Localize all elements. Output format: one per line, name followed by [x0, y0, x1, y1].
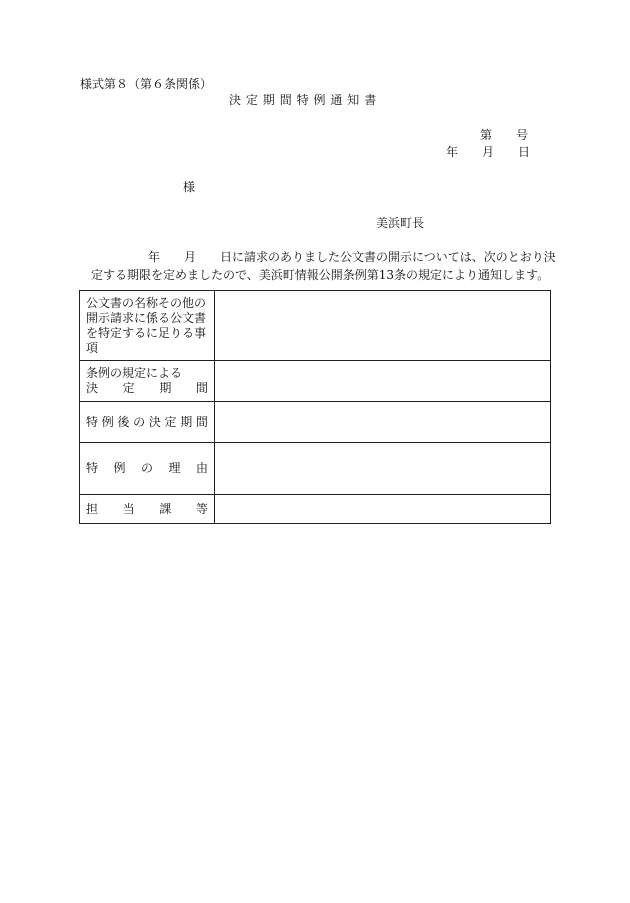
document-date-line: 年 月 日 [446, 145, 531, 159]
body-text-line-2: 定する期限を定めましたので、美浜町情報公開条例第13条の規定により通知します。 [91, 268, 550, 282]
table-row-statutory-period [80, 361, 551, 402]
value-responsible-section[interactable] [215, 495, 551, 524]
value-document-identification[interactable] [215, 291, 551, 361]
table-row-document-identification [80, 291, 551, 361]
notice-details-table [79, 290, 551, 524]
document-number-line: 第 号 [480, 128, 529, 142]
label-extended-period: 特 例 後 の 決 定 期 間 [80, 402, 215, 443]
table-row-extended-period [80, 402, 551, 443]
addressee-suffix: 様 [183, 180, 196, 194]
label-statutory-period [80, 361, 215, 402]
label-responsible-section: 担 当 課 等 [80, 495, 215, 524]
document-title: 決定期間特例通知書 [229, 93, 382, 107]
label-document-identification: 公文書の名称その他の開示請求に係る公文書を特定するに足りる事項 [80, 291, 215, 361]
body-text-line-1: 年 月 日に請求のありました公文書の開示については、次のとおり決 [148, 250, 556, 264]
label-statutory-period-line-1: 条例の規定による [86, 366, 183, 380]
value-extended-period[interactable] [215, 402, 551, 443]
table-row-responsible-section [80, 495, 551, 524]
label-extension-reason: 特 例 の 理 由 [80, 443, 215, 495]
table-row-extension-reason [80, 443, 551, 495]
value-extension-reason[interactable] [215, 443, 551, 495]
label-statutory-period-line-2: 決 定 期 間 [86, 381, 208, 395]
form-label: 様式第８（第６条関係） [80, 77, 213, 91]
issuer-name: 美浜町長 [376, 216, 425, 230]
value-statutory-period[interactable] [215, 361, 551, 402]
